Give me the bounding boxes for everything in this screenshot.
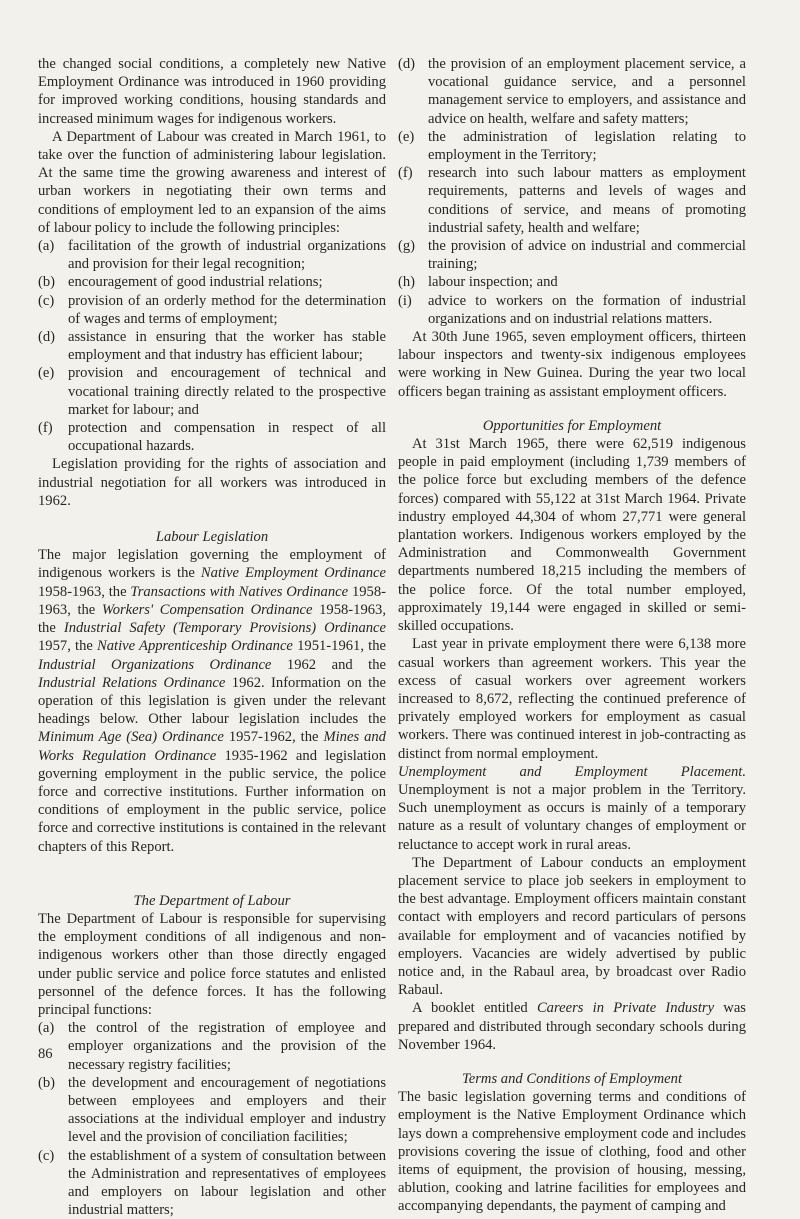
list-item: (d) assistance in ensuring that the worker has stable employment and that industry has efficient labour; (38, 329, 386, 364)
paragraph: A booklet entitled Careers in Private Industry was prepared and distributed through secondary schools during November 1964. (398, 1000, 746, 1053)
list-item: (f) protection and compensation in respect of all occupational hazards. (38, 420, 386, 455)
section-heading-terms-and-conditions: Terms and Conditions of Employment (462, 1070, 682, 1087)
paragraph: At 30th June 1965, seven employment officers, thirteen labour inspectors and twenty-six indigenous employees were working in New Guinea. During the year two local officers began training as assistant employment officers. (398, 329, 746, 400)
left-column (38, 55, 386, 1219)
list-item: (b) the development and encouragement of negotiations between employees and employers and their associations at the individual employer and industry level and the provision of conciliation facilities; (38, 1074, 386, 1146)
list-item: (a) facilitation of the growth of industrial organizations and provision for their legal recognition; (38, 238, 386, 273)
list-item: (a) the control of the registration of employee and employer organizations and the provision of the necessary registry facilities; (38, 1020, 386, 1073)
principles-list (38, 237, 386, 455)
paragraph: At 31st March 1965, there were 62,519 indigenous people in paid employment (including 1,739 members of the police force but excluding members of the defence forces) compared with 55,122 at 31st March 1964. Private industry employed 44,304 of whom 27,771 were general plantation workers. Indigenous workers employed by the Administration and Commonwealth Government departments numbered 18,215 including the members of the police force. Of the total number employed, approximately 19,144 were engaged in skilled or semi-skilled occupations. (398, 436, 746, 635)
functions-list (38, 1019, 386, 1219)
list-item: (e) provision and encouragement of technical and vocational training directly related to the prospective market for labour; and (38, 365, 386, 418)
run-in-heading: Unemployment and Employment Placement. (398, 763, 746, 780)
list-item: (g) the provision of advice on industrial and commercial training; (398, 238, 746, 273)
page-number: 86 (38, 1046, 53, 1062)
paragraph: Last year in private employment there were 6,138 more casual workers than agreement workers. This year the excess of casual workers over agreement workers increased to 8,672, reflecting the continued preference of privately employed workers for employment as casual workers. There was continued interest in job-contracting as distinct from normal employment. (398, 636, 746, 762)
list-item: (h) labour inspection; and (398, 274, 558, 291)
right-column (398, 55, 746, 1216)
list-item: (e) the administration of legislation relating to employment in the Territory; (398, 128, 746, 164)
list-item: (c) the establishment of a system of consultation between the Administration and representatives of employees and employers on labour legislation and other industrial matters; (38, 1147, 386, 1219)
paragraph: the changed social conditions, a completely new Native Employment Ordinance was introduced in 1960 providing for improved working conditions, housing standards and increased minimum wages for indigenous workers. (38, 56, 386, 127)
list-item: (i) advice to workers on the formation of industrial organizations and on industrial relations matters. (398, 292, 746, 327)
paragraph-legislation: The major legislation governing the employment of indigenous workers is the Native Employment Ordinance 1958-1963, the Transactions with Natives Ordinance 1958-1963, the Workers' Compensation Ordinance 1958-1963, the Industrial Safety (Temporary Provisions) Ordinance 1957, the Native Apprenticeship Ordinance 1951-1961, the Industrial Organizations Ordinance 1962 and the Industrial Relations Ordinance 1962. Information on the operation of this legislation is given under the relevant headings below. Other labour legislation includes the Minimum Age (Sea) Ordinance 1957-1962, the Mines and Works Regulation Ordinance 1935-1962 and legislation governing employment in the public service, the police force and corrective institutions. Further information on conditions of employment in the public service, police force and corrective institutions is contained in the relevant chapters of this Report. (38, 547, 386, 855)
paragraph: The Department of Labour is responsible for supervising the employment conditions of all indigenous and non-indigenous workers other than those directly engaged under public service and police force statutes and enlisted personnel of the defence forces. It has the following principal functions: (38, 910, 386, 1018)
paragraph: A Department of Labour was created in March 1961, to take over the function of administering labour legislation. At the same time the growing awareness and interest of urban workers in negotiating their own terms and conditions of employment led to an expansion of the aims of labour policy to include the following principles: (38, 128, 386, 236)
list-item: (d) the provision of an employment placement service, a vocational guidance service, and a personnel management service to employers, and assistance and advice on health, welfare and safety matters; (398, 56, 746, 127)
list-item: (f) research into such labour matters as employment requirements, patterns and levels of wages and conditions of service, and means of promoting industrial safety, health and welfare; (398, 165, 746, 236)
section-heading-labour-legislation: Labour Legislation (155, 529, 269, 546)
paragraph: The basic legislation governing terms and conditions of employment is the Native Employment Ordinance which lays down a comprehensive employment code and includes provisions covering the issue of clothing, food and other items of equipment, the provision of housing, messing, ablution, cooking and latrine facilities for employees and accompanying dependants, the payment of camping and (398, 1089, 746, 1215)
paragraph: Legislation providing for the rights of association and industrial negotiation for all workers was introduced in 1962. (38, 456, 386, 509)
functions-list-continued (398, 55, 746, 328)
section-heading-department-of-labour: The Department of Labour (133, 892, 291, 909)
section-heading-opportunities: Opportunities for Employment (482, 417, 662, 434)
paragraph: The Department of Labour conducts an employment placement service to place job seekers in employment to the best advantage. Employment officers maintain constant contact with employers and record particulars of persons available for employment and of vacancies notified by employers. Vacancies are widely advertised by public notice and, in the Rabaul area, by broadcast over Radio Rabaul. (398, 854, 746, 999)
list-item: (b) encouragement of good industrial relations; (38, 274, 323, 291)
list-item: (c) provision of an orderly method for the determination of wages and terms of employment; (38, 292, 386, 327)
paragraph-unemployment: Unemployment and Employment Placement. Unemployment is not a major problem in the Territory. Such unemployment as occurs is mainly of a temporary nature as a result of voluntary changes of employment or reluctance to accept work in rural areas. (398, 763, 746, 853)
